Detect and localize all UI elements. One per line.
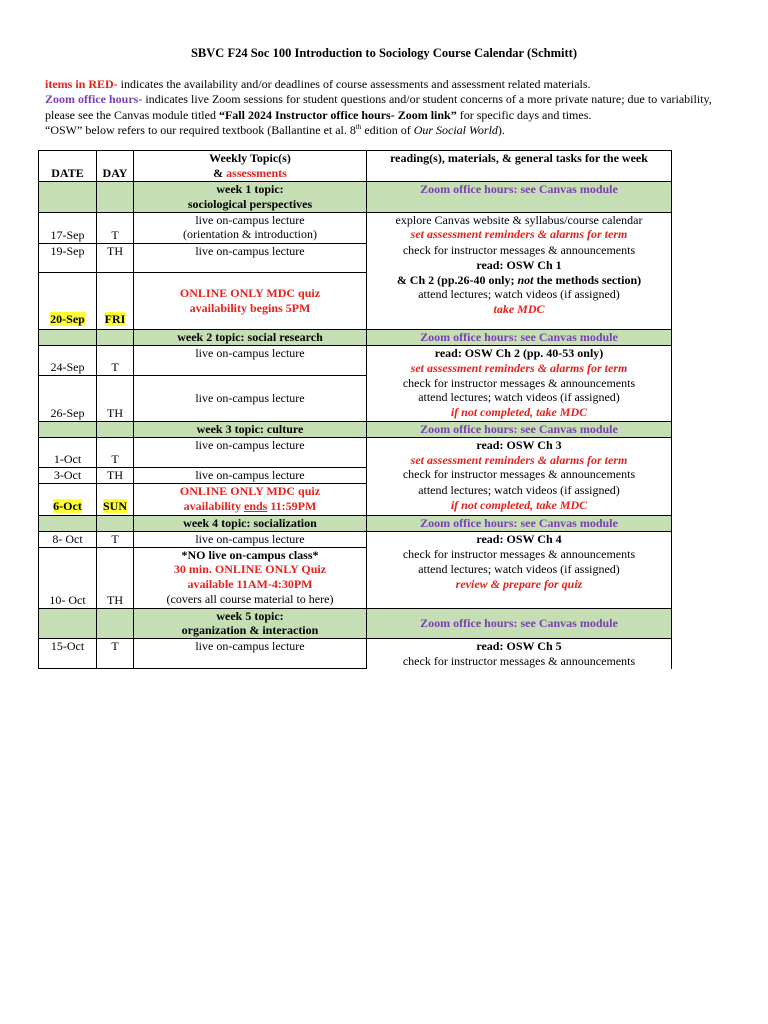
osw-note-text-2: edition of — [361, 122, 414, 137]
week-3-topic-row — [39, 422, 672, 438]
row-materials — [367, 483, 672, 515]
week-2-date-cell — [39, 330, 97, 346]
week-4-topic: week 4 topic: socialization — [134, 515, 367, 531]
row-material-line2: set assessment reminders & alarms for term — [410, 360, 628, 375]
row-topic — [134, 547, 367, 608]
row-material-line1: check for instructor messages & announcements — [402, 375, 636, 390]
table-row — [39, 345, 672, 375]
week-2-day-cell — [97, 330, 134, 346]
header-topic-assessments: assessments — [226, 165, 287, 180]
week-5-topic-line2: organization & interaction — [181, 623, 319, 638]
row-material-line1: attend lectures; watch videos (if assigned) — [418, 483, 620, 498]
row-topic: live on-campus lecture — [134, 243, 367, 273]
week-1-topic — [134, 182, 367, 213]
row-material-line1: read: OSW Ch 2 (pp. 40-53 only) — [434, 345, 604, 360]
week-5-day-cell — [97, 608, 134, 639]
row-material-line2: attend lectures; watch videos (if assigned) — [418, 561, 620, 576]
row-material-line2: read: OSW Ch 1 — [476, 257, 562, 272]
row-materials: check for instructor messages & announcements — [367, 467, 672, 483]
week-2-zoom-note: Zoom office hours: see Canvas module — [367, 330, 672, 346]
row-material-line2: attend lectures; watch videos (if assigned) — [418, 390, 620, 405]
row-topic-line2: (orientation & introduction) — [183, 227, 317, 242]
row-topic: live on-campus lecture — [134, 437, 367, 467]
week-1-topic-line1: week 1 topic: — [216, 182, 284, 196]
row-topic: live on-campus lecture — [134, 376, 367, 422]
row-material-c: the methods section) — [533, 272, 642, 287]
week-2-topic-row — [39, 330, 672, 346]
row-day: TH — [97, 467, 134, 483]
row-day: T — [97, 437, 134, 467]
table-row — [39, 437, 672, 467]
row-topic-line4: (covers all course material to here) — [166, 591, 334, 606]
header-topic — [134, 151, 367, 182]
week-2-topic: week 2 topic: social research — [134, 330, 367, 346]
zoom-legend-label: Zoom office hours- — [45, 92, 143, 107]
highlighted-date: 6-Oct — [53, 499, 82, 514]
row-topic-line1: *NO live on-campus class* — [181, 547, 319, 562]
row-date: 17-Sep — [39, 212, 97, 243]
row-day: T — [97, 531, 134, 547]
row-material-line1: explore Canvas website & syllabus/course calendar — [395, 212, 643, 227]
row-day: TH — [97, 376, 134, 422]
red-legend-label: items in RED- — [45, 77, 118, 91]
red-legend-desc: indicates the availability and/or deadlines of course assessments and assessment related materials. — [117, 77, 591, 91]
row-topic: live on-campus lecture — [134, 531, 367, 547]
page-title: SBVC F24 Soc 100 Introduction to Sociology Course Calendar (Schmitt) — [190, 46, 577, 60]
row-material-line1: read: OSW Ch 5 — [476, 639, 562, 654]
table-row — [39, 639, 672, 669]
header-date: DATE — [39, 151, 97, 182]
row-material-line2: set assessment reminders & alarms for term — [410, 227, 628, 242]
header-day: DAY — [97, 151, 134, 182]
row-material-line1: check for instructor messages & announcements — [402, 547, 636, 562]
row-day — [97, 273, 134, 330]
row-topic-c: 11:59PM — [267, 498, 317, 513]
week-5-topic-line1: week 5 topic: — [216, 608, 284, 623]
row-materials — [367, 376, 672, 422]
row-material-line1: check for instructor messages & announcements — [402, 243, 636, 258]
week-4-zoom-note: Zoom office hours: see Canvas module — [367, 515, 672, 531]
week-5-topic-row — [39, 608, 672, 639]
row-topic-line3: available 11AM-4:30PM — [187, 577, 313, 592]
row-material-line3: review & prepare for quiz — [455, 576, 583, 591]
week-1-date-cell — [39, 182, 97, 213]
row-topic — [134, 273, 367, 330]
row-day: T — [97, 345, 134, 375]
row-materials — [367, 345, 672, 375]
week-3-date-cell — [39, 422, 97, 438]
intro-notes — [45, 77, 735, 138]
row-date: 24-Sep — [39, 345, 97, 375]
row-materials — [367, 639, 672, 669]
osw-note — [45, 123, 735, 138]
table-row — [39, 376, 672, 422]
row-topic: live on-campus lecture — [134, 639, 367, 669]
row-topic: live on-campus lecture — [134, 345, 367, 375]
highlighted-date: 20-Sep — [50, 312, 85, 327]
week-4-date-cell — [39, 515, 97, 531]
table-row — [39, 467, 672, 483]
week-5-date-cell — [39, 608, 97, 639]
row-material-line3: take MDC — [493, 302, 545, 317]
row-day: TH — [97, 547, 134, 608]
table-row — [39, 483, 672, 515]
row-materials: read: OSW Ch 4 — [367, 531, 672, 547]
row-topic-line1: ONLINE ONLY MDC quiz — [179, 483, 321, 498]
row-day — [97, 483, 134, 515]
row-materials — [367, 273, 672, 330]
row-topic-underlined: ends — [244, 498, 268, 513]
row-materials — [367, 547, 672, 608]
osw-book-title: Our Social World — [413, 122, 498, 137]
row-date: 3-Oct — [39, 467, 97, 483]
row-material-line2: set assessment reminders & alarms for term — [410, 452, 628, 467]
osw-note-text: “OSW” below refers to our required textbook (Ballantine et al. 8 — [45, 122, 356, 137]
osw-note-sup: th — [355, 122, 362, 131]
row-date: 26-Sep — [39, 376, 97, 422]
week-3-zoom-note: Zoom office hours: see Canvas module — [367, 422, 672, 438]
row-material-line3: if not completed, take MDC — [450, 405, 588, 420]
row-date: 19-Sep — [39, 243, 97, 273]
row-topic-line2: 30 min. ONLINE ONLY Quiz — [173, 562, 327, 577]
row-material-line1: read: OSW Ch 3 — [476, 437, 562, 452]
week-1-topic-row — [39, 182, 672, 213]
table-row — [39, 273, 672, 330]
row-topic: live on-campus lecture — [134, 467, 367, 483]
row-topic — [134, 483, 367, 515]
zoom-legend-desc-end: for specific days and times. — [456, 107, 592, 122]
header-reading: reading(s), materials, & general tasks for the week — [367, 151, 672, 182]
row-topic — [134, 212, 367, 243]
week-3-topic: week 3 topic: culture — [134, 422, 367, 438]
table-row — [39, 212, 672, 243]
row-topic-line1: live on-campus lecture — [195, 212, 305, 227]
red-legend — [45, 77, 735, 92]
row-materials — [367, 243, 672, 273]
row-material-line2: if not completed, take MDC — [450, 498, 588, 513]
osw-note-end: ). — [497, 122, 505, 137]
row-day: TH — [97, 243, 134, 273]
row-date: 10- Oct — [39, 547, 97, 608]
row-material-b: not — [517, 272, 534, 287]
row-date — [39, 483, 97, 515]
header-topic-line1: Weekly Topic(s) — [209, 151, 291, 165]
row-day: T — [97, 212, 134, 243]
table-row — [39, 547, 672, 608]
row-material-line2: check for instructor messages & announcements — [402, 653, 636, 668]
row-material-a: & Ch 2 (pp.26-40 only; — [396, 272, 518, 287]
row-materials — [367, 212, 672, 243]
zoom-legend-desc: indicates live Zoom sessions for student questions and/or student concerns of a more private nature; due to variability, please see the Canvas module titled — [45, 92, 712, 122]
highlighted-day: FRI — [104, 312, 126, 327]
highlighted-day: SUN — [102, 499, 127, 514]
row-topic-a: availability — [183, 498, 244, 513]
row-date: 1-Oct — [39, 437, 97, 467]
week-4-topic-row — [39, 515, 672, 531]
week-5-zoom-note: Zoom office hours: see Canvas module — [367, 608, 672, 639]
week-1-zoom-note: Zoom office hours: see Canvas module — [367, 182, 672, 213]
week-4-day-cell — [97, 515, 134, 531]
row-date: 8- Oct — [39, 531, 97, 547]
row-material-line2: attend lectures; watch videos (if assigned) — [418, 287, 620, 302]
table-header-row — [39, 151, 672, 182]
course-calendar-table — [38, 150, 672, 669]
table-row — [39, 531, 672, 547]
row-topic-line2: availability begins 5PM — [189, 301, 311, 316]
week-3-day-cell — [97, 422, 134, 438]
row-materials — [367, 437, 672, 467]
zoom-module-name: “Fall 2024 Instructor office hours- Zoom link” — [218, 107, 457, 122]
week-1-topic-line2: sociological perspectives — [187, 196, 313, 211]
table-row — [39, 243, 672, 273]
week-5-topic — [134, 608, 367, 639]
zoom-legend — [45, 92, 735, 123]
header-topic-amp: & — [213, 165, 227, 180]
row-topic-line1: ONLINE ONLY MDC quiz — [179, 286, 321, 301]
row-date — [39, 273, 97, 330]
week-1-day-cell — [97, 182, 134, 213]
row-date: 15-Oct — [39, 639, 97, 669]
row-day: T — [97, 639, 134, 669]
